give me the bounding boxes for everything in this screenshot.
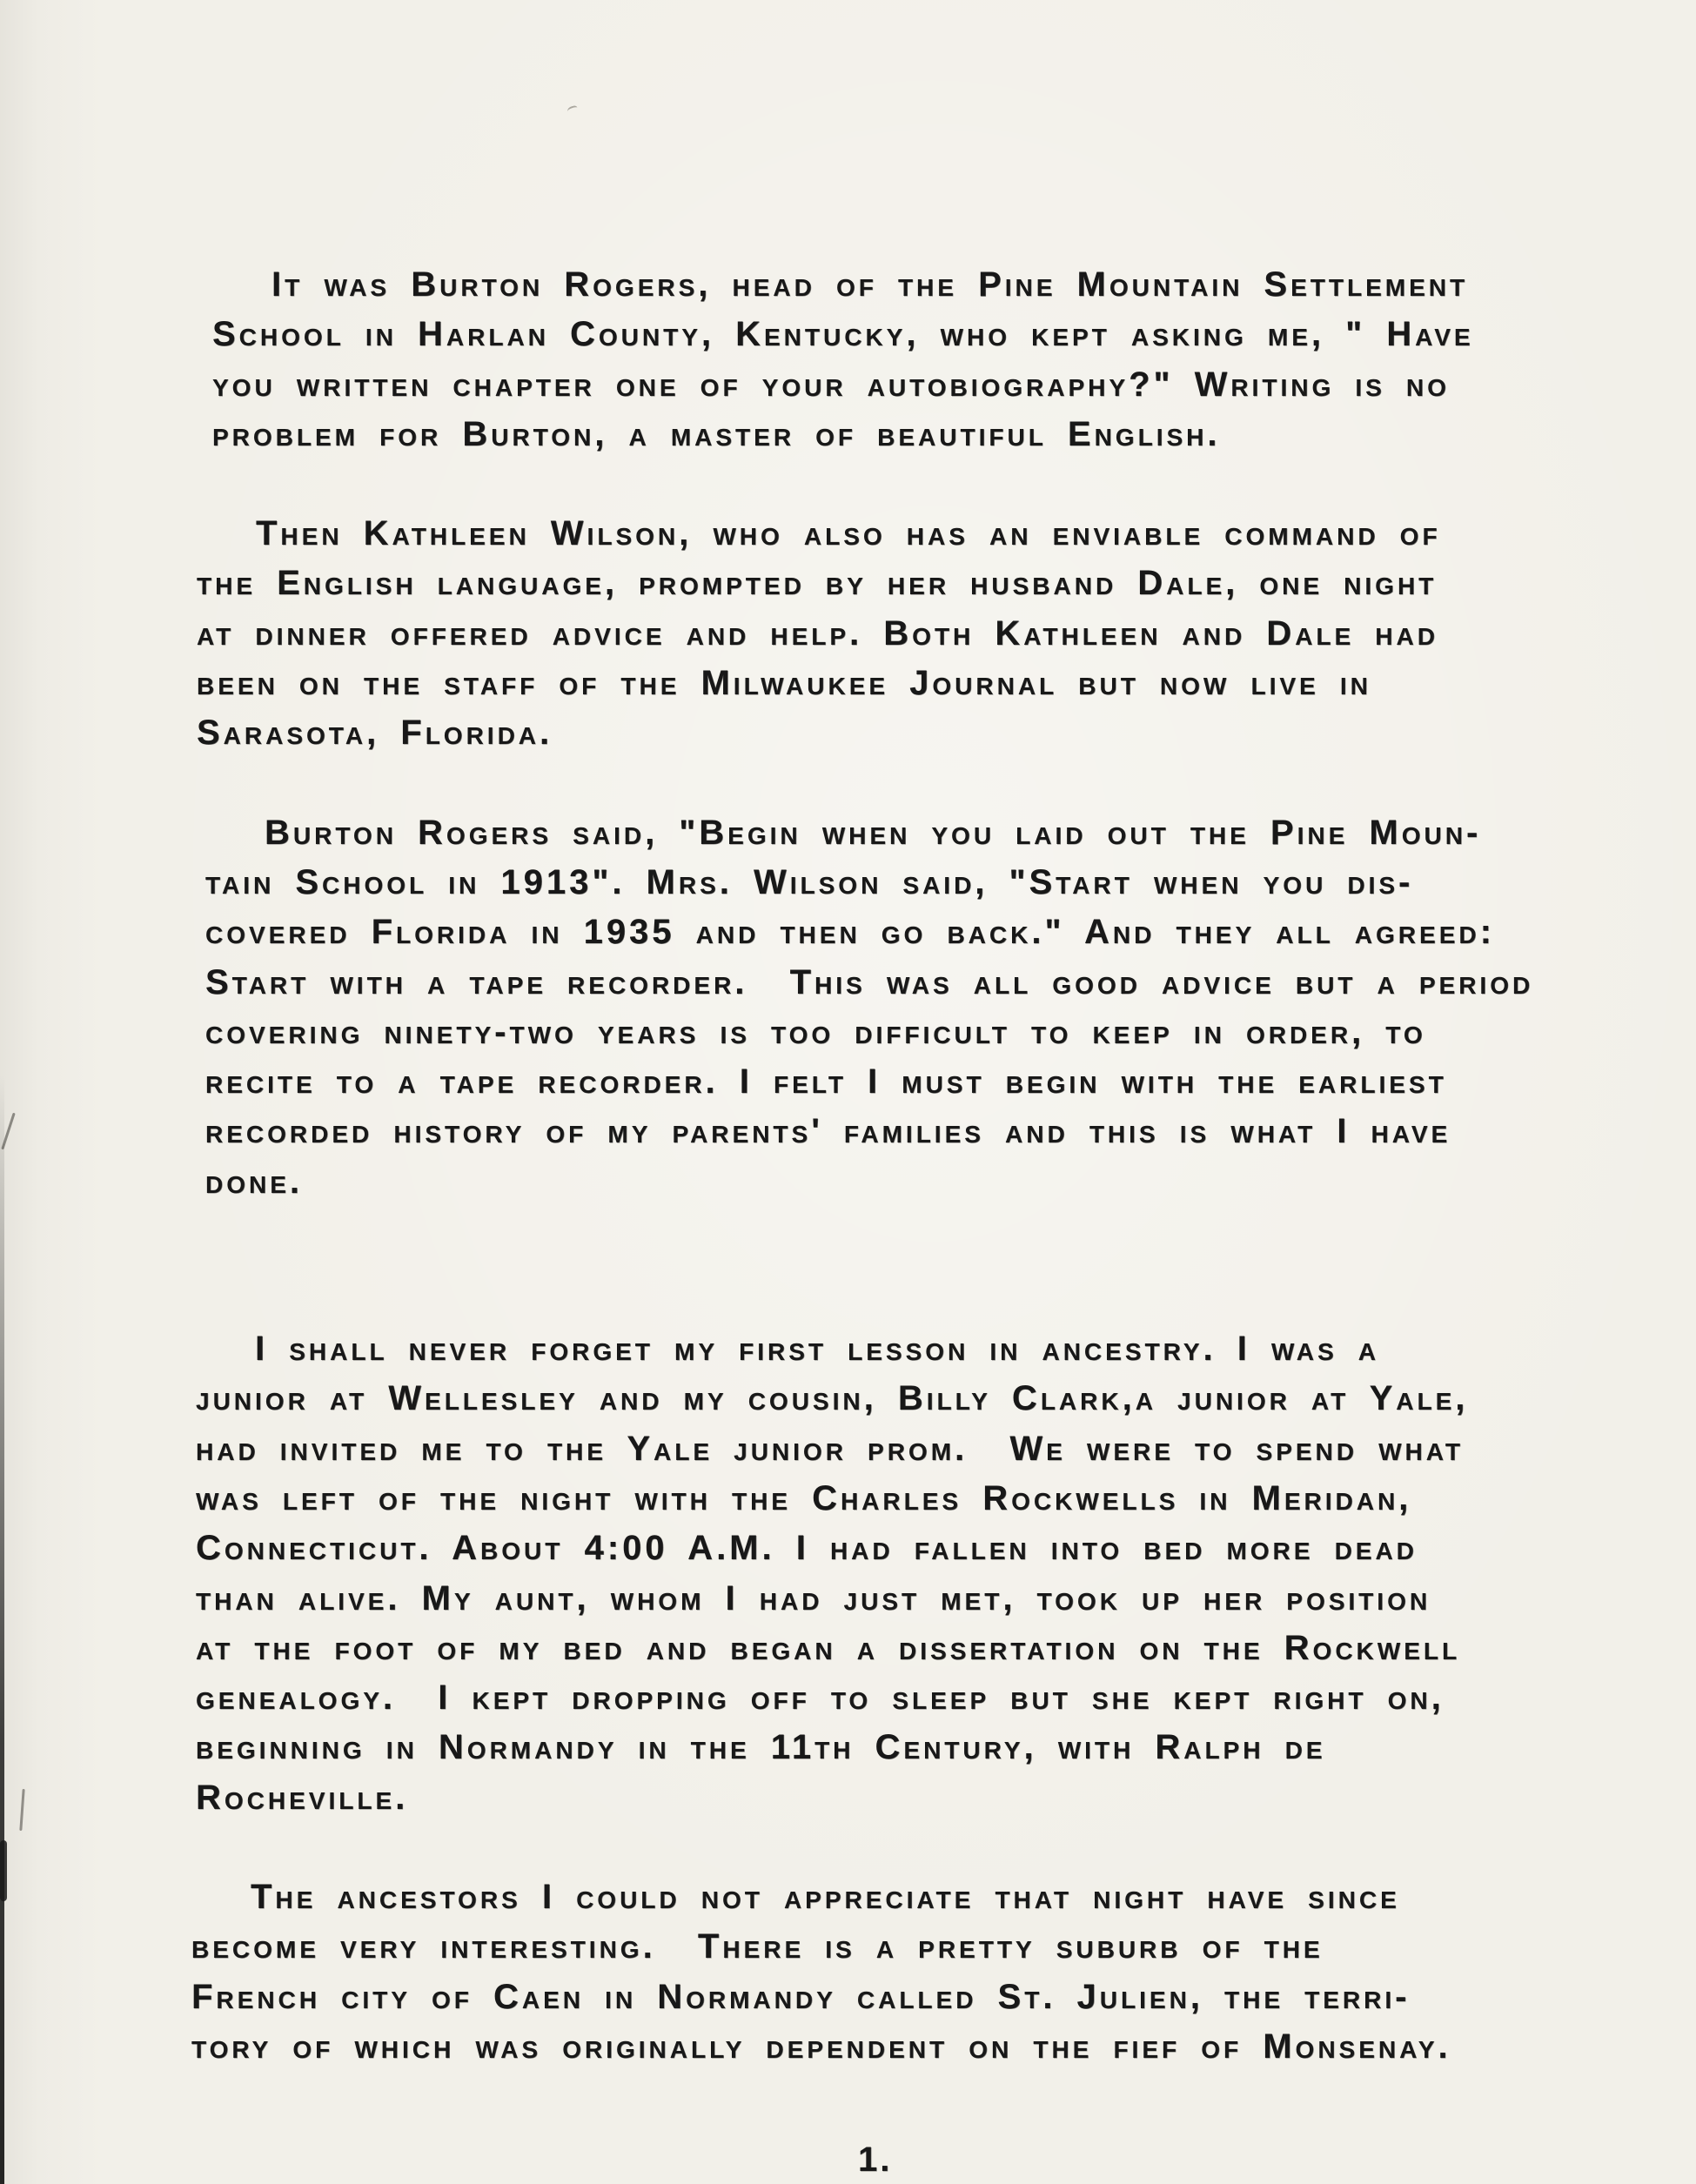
text-line: the English language, prompted by her husband Dale, one night [197,564,1438,603]
text-line: Start with a tape recorder. This was all good advice but a period [205,962,1534,1002]
text-line: than alive. My aunt, whom I had just met, took up her position [196,1578,1431,1618]
text-line: Sarasota, Florida. [197,713,553,753]
paragraph [196,1324,1696,1823]
text-line: covering ninety-two years is too difficult to keep in order, to [205,1012,1426,1051]
text-line: Connecticut. About 4:00 A.M. I had fallen into bed more dead [196,1529,1418,1568]
text-line: become very interesting. There is a pretty suburb of the [191,1927,1324,1966]
paragraph [212,260,1696,459]
text-line: It was Burton Rogers, head of the Pine Mountain Settlement [271,265,1469,304]
paragraph [197,509,1696,758]
text-line: at the foot of my bed and began a dissertation on the Rockwell [196,1628,1461,1667]
text-line: you written chapter one of your autobiography?" Writing is no [212,365,1450,404]
text-line: French city of Caen in Normandy called St. Julien, the terri- [191,1977,1411,2016]
text-line: problem for Burton, a master of beautiful English. [212,414,1221,453]
text-line: recite to a tape recorder. I felt I must begin with the earliest [205,1062,1447,1102]
text-line: School in Harlan County, Kentucky, who kept asking me, " Have [212,315,1474,354]
text-line: been on the staff of the Milwaukee Journal but now live in [197,664,1371,703]
text-line: tory of which was originally dependent on the fief of Monsenay. [191,2027,1451,2066]
page-number: 1. [858,2140,893,2179]
text-line: done. [205,1162,304,1201]
text-line: Rocheville. [196,1778,409,1817]
text-line: junior at Wellesley and my cousin, Billy Clark,a junior at Yale, [196,1379,1469,1418]
text-line: genealogy. I kept dropping off to sleep but she kept right on, [196,1678,1445,1718]
text-line: The ancestors I could not appreciate that night have since [251,1878,1400,1917]
text-line: beginning in Normandy in the 11th Century, with Ralph de [196,1728,1326,1767]
text-line: tain School in 1913". Mrs. Wilson said, "Start when you dis- [205,862,1414,901]
text-line: at dinner offered advice and help. Both Kathleen and Dale had [197,613,1438,653]
text-line: was left of the night with the Charles Rockwells in Meridan, [196,1478,1412,1517]
text-line: Then Kathleen Wilson, who also has an enviable command of [256,514,1441,553]
text-line: covered Florida in 1935 and then go back." And they all agreed: [205,913,1495,952]
text-line: recorded history of my parents' families and this is what I have [205,1112,1451,1151]
text-line: I shall never forget my first lesson in ancestry. I was a [255,1330,1380,1369]
paragraph [191,1872,1696,2072]
text-line: had invited me to the Yale junior prom. We were to spend what [196,1429,1464,1468]
paragraph [205,808,1696,1207]
text-line: Burton Rogers said, "Begin when you laid out the Pine Moun- [265,813,1482,852]
